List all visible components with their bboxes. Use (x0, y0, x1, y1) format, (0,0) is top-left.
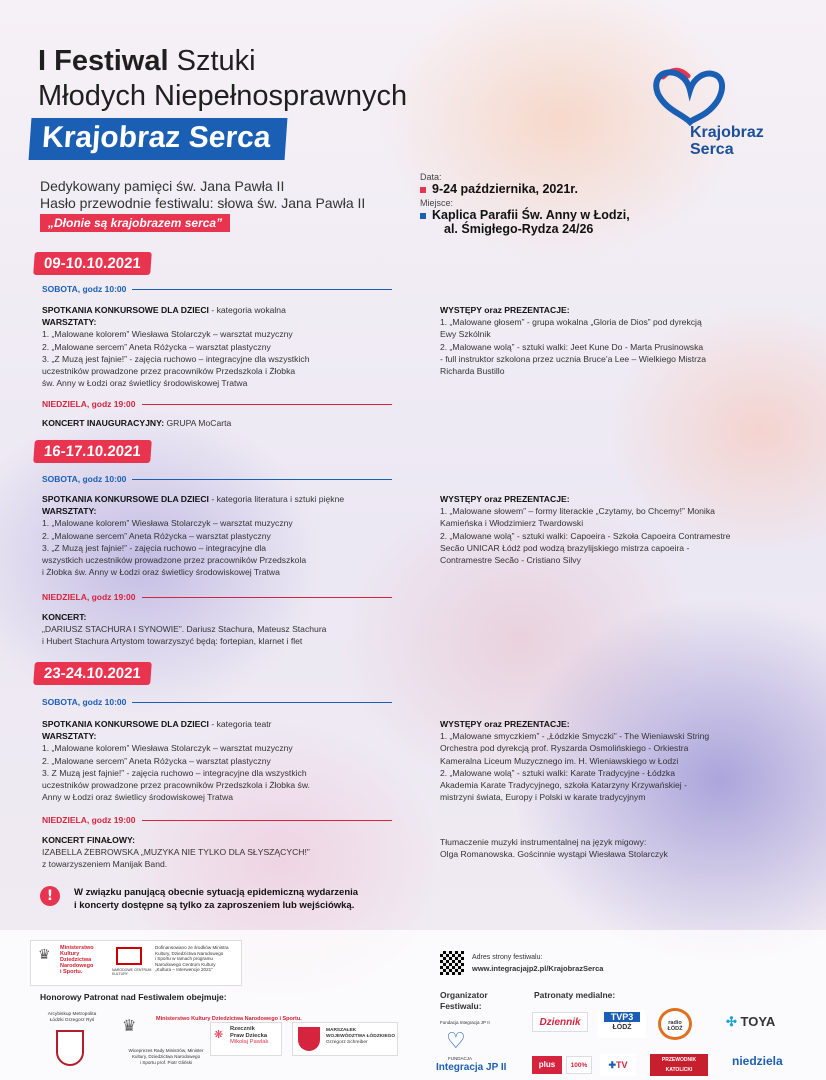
performances: WYSTĘPY oraz PREZENTACJE: 1. „Malowane słowem” – formy literackie „Czytamy, bo Chcemy!” Monika Kamieńska i Włodzimierz Twardowski 2. „Malowane wolą” - sztuki walki: Capoeira - Szkoła Capoeira Contramestre Secão UNICAR Łódź pod wodzą brazylijskiego mistrza capoeira - Contramestre Secão - Cristiano Silvy (440, 494, 731, 566)
date-value: 9-24 października, 2021r. (420, 182, 630, 196)
slogan-badge: „Dłonie są krajobrazem serca” (40, 214, 230, 232)
epidemic-notice: W związku panującą obecnie sytuacją epidemiczną wydarzenia i koncerty dostępne są tylko za zaproszeniem lub wejściówką. (74, 887, 359, 911)
title-line2: Młodych Niepełnosprawnych (38, 80, 408, 112)
eagle-emblem-icon: ♛ (38, 946, 51, 962)
saturday-header: SOBOTA, godz 10:00 (42, 697, 392, 707)
foundation-name: Integracja JP II (436, 1062, 507, 1073)
honorary-patronage-title: Honorowy Patronat nad Festiwalem obejmuje: (40, 992, 227, 1002)
rpd-logo-icon: ❋ (214, 1029, 224, 1041)
organizer-label: Organizator Festiwalu: (440, 990, 488, 1011)
foundation-heart-icon: ♡ (446, 1028, 466, 1053)
media-label: Patronaty medialne: (534, 990, 616, 1000)
media-logo: TVP3 ŁÓDŹ (598, 1010, 646, 1038)
media-logo: PRZEWODNIK KATOLICKI (650, 1054, 708, 1076)
ministry-logo: Ministerstwo Kultury Dziedzictwa Narodowego i Sportu. (60, 945, 94, 975)
media-logo: niedziela (732, 1054, 783, 1068)
archbishop-label: Arcybiskup Metropolita Łódzki Grzegorz Ryś (47, 1012, 97, 1023)
sunday-program: KONCERT FINAŁOWY: IZABELLA ŻEBROWSKA „MUZYKA NIE TYLKO DLA SŁYSZĄCYCH!” z towarzyszeniem Manijak Band. (42, 835, 310, 870)
sunday-program: KONCERT INAUGURACYJNY: GRUPA MoCarta (42, 418, 232, 428)
funding-text: Dofinansowano ze środków Ministra Kultury, Dziedzictwa Narodowego i Sportu w ramach programu Narodowego Centrum Kultury „Kultura – Interwencje 2021” (155, 945, 229, 973)
festival-banner: Krajobraz Serca (29, 118, 288, 160)
section-date: 16-17.10.2021 (33, 440, 151, 463)
coat-of-arms-icon (56, 1030, 84, 1066)
media-logo: 100% (566, 1056, 592, 1074)
date-label: Data: (420, 172, 442, 182)
section-date: 09-10.10.2021 (33, 252, 151, 275)
foundation-label: FUNDACJA (448, 1056, 473, 1061)
performances: WYSTĘPY oraz PREZENTACJE: 1. „Malowane głosem” - grupa wokalna „Gloria de Dios” pod dyrekcją Ewy Szkólnik 2. „Malowane wolą” - sztuki walki: Jeet Kune Do - Marta Prusinowska - full instruktor szkolona przez ucznia Bruce’a Lee – Wielkiego Mistrza Richarda Bustillo (440, 305, 707, 377)
saturday-program: SPOTKANIA KONKURSOWE DLA DZIECI - kategoria teatr WARSZTATY: 1. „Malowane kolorem” Wiesława Stolarczyk – warsztat muzyczny 2. „Malowane sercem” Aneta Różycka – warsztat plastyczny 3. Z Muzą jest fajnie!” - zajęcia ruchowo – integracyjne dla wszystkich uczestników prowadzone przez pracowników Przedszkola i Żłobka św. Anny w Łodzi oraz świetlicy środowiskowej Tratwa (42, 719, 310, 803)
red-square-icon (420, 187, 426, 193)
foundation-small: Fundacja Integracja JP II (440, 1020, 490, 1025)
qr-code-icon (440, 951, 464, 975)
web-url[interactable]: www.integracjajp2.pl/KrajobrazSerca (472, 964, 604, 973)
place-value: Kaplica Parafii Św. Anny w Łodzi, al. Śmigłego-Rydza 24/26 (420, 208, 630, 236)
place-label: Miejsce: (420, 198, 454, 208)
section-date: 23-24.10.2021 (33, 662, 151, 685)
title-line1: I Festiwal Sztuki (38, 45, 256, 77)
media-logo: ✚TV (600, 1054, 636, 1076)
blue-square-icon (420, 213, 426, 219)
vice-pm-label: Wiceprezes Rady Ministrów, Minister Kultury, Dziedzictwa Narodowego i Sportu prof. Piotr Gliński (128, 1048, 204, 1065)
saturday-program: SPOTKANIA KONKURSOWE DLA DZIECI - kategoria literatura i sztuki piękne WARSZTATY: 1. „Malowane kolorem” Wiesława Stolarczyk – warsztat muzyczny 2. „Malowane sercem” Aneta Różycka – warsztat plastyczny 3. „Z Muzą jest fajnie!” - zajęcia ruchowo – integracyjne dla wszystkich uczestników prowadzone przez pracowników Przedszkola i Żłobka św. Anny w Łodzi oraz świetlicy środowiskowej Tratwa (42, 494, 345, 578)
voivodeship-arms-icon (298, 1027, 320, 1051)
media-logo: ✣ TOYA (726, 1014, 776, 1029)
dedication: Dedykowany pamięci św. Jana Pawła II Hasło przewodnie festiwalu: słowa św. Jana Pawła II (40, 178, 366, 211)
ministry-logo: Ministerstwo Kultury Dziedzictwa Narodowego i Sportu. (156, 1016, 302, 1022)
eagle-emblem-icon: ♛ (122, 1018, 137, 1035)
media-logo: plus (532, 1056, 562, 1074)
saturday-header: SOBOTA, godz 10:00 (42, 474, 392, 484)
saturday-header: SOBOTA, godz 10:00 (42, 284, 392, 294)
sunday-header: NIEDZIELA, godz 19:00 (42, 815, 392, 825)
marshal-logo: MARSZAŁEK WOJEWÓDZTWA ŁÓDZKIEGO Grzegorz Schreiber (326, 1028, 396, 1045)
nck-logo: NARODOWE CENTRUM KULTURY (112, 968, 152, 976)
nck-logo-icon (116, 947, 142, 965)
performances: WYSTĘPY oraz PREZENTACJE: 1. „Malowane smyczkiem” - „Łódzkie Smyczki” - The Wieniawski String Orchestra pod dyrekcją prof. Ryszarda Osmolińskiego - Orkiestra Kameralna Liceum Muzycznego im. H. Wieniawskiego w Łodzi 2. „Malowane wolą” - sztuki walki: Karate Tradycyjne - Łódzka Akademia Karate Tradycyjnego, szkoła Katarzyny Krzywańskiej - mistrzyni świata, Europy i Polski w karate tradycyjnym (440, 719, 710, 803)
sign-language-note: Tłumaczenie muzyki instrumentalnej na język migowy: Olga Romanowska. Gościnnie wystąpi Wiesława Stolarczyk (440, 837, 668, 860)
sunday-header: NIEDZIELA, godz 19:00 (42, 399, 392, 409)
event-info (420, 172, 630, 236)
warning-icon: ! (40, 886, 60, 906)
web-label: Adres strony festiwalu: (472, 954, 543, 961)
media-logo: radio ŁÓDŹ (658, 1008, 692, 1040)
saturday-program: SPOTKANIA KONKURSOWE DLA DZIECI - kategoria wokalna WARSZTATY: 1. „Malowane kolorem” Wiesława Stolarczyk – warsztat muzyczny 2. „Malowane sercem” Aneta Różycka – warsztat plastyczny 3. „Z Muzą jest fajnie!” - zajęcia ruchowo – integracyjne dla wszystkich uczestników prowadzone przez pracowników Przedszkola i Żłobka św. Anny w Łodzi oraz świetlicy środowiskowej Tratwa (42, 305, 310, 389)
logo-text: Krajobraz Serca (690, 124, 764, 158)
sunday-program: KONCERT: „DARIUSZ STACHURA I SYNOWIE”. Dariusz Stachura, Mateusz Stachura i Hubert Stachura Artystom towarzyszyć będą: fortepian, klarnet i flet (42, 612, 327, 647)
media-logo: Dziennik (532, 1012, 588, 1032)
sunday-header: NIEDZIELA, godz 19:00 (42, 592, 392, 602)
rpd-logo: Rzecznik Praw Dziecka Mikołaj Pawlak (230, 1026, 269, 1045)
